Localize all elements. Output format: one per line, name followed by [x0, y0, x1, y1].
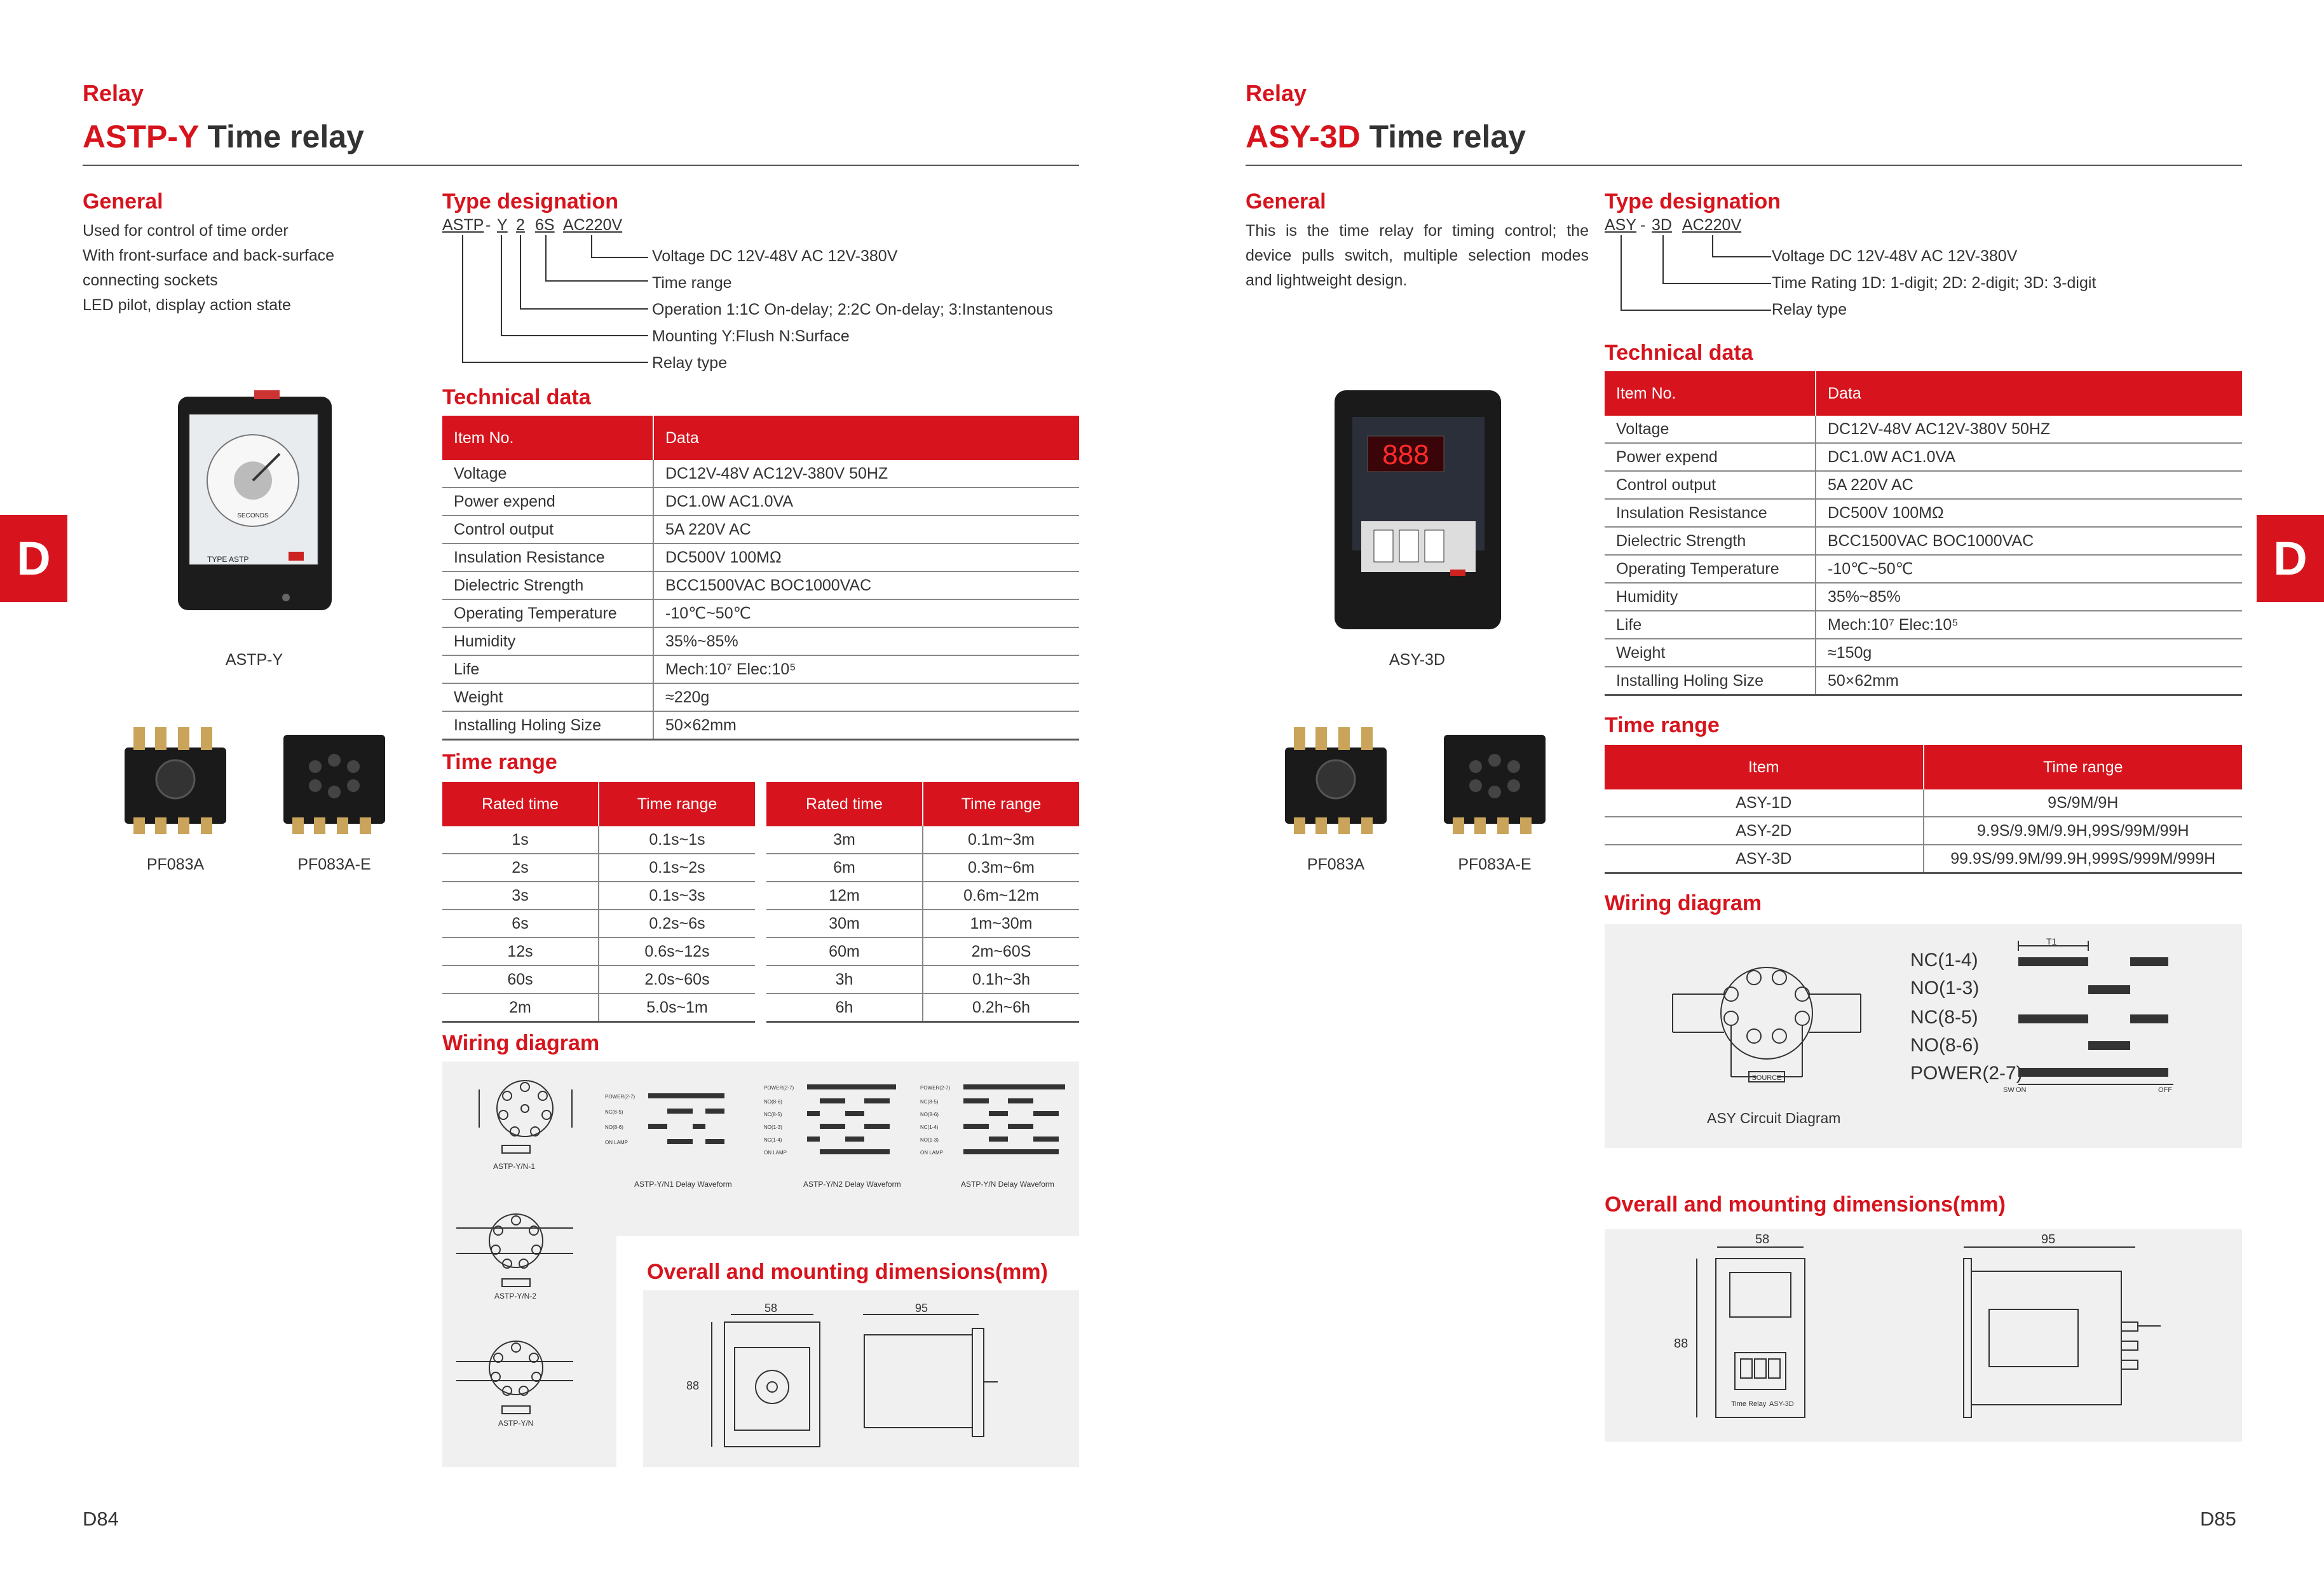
table-row [766, 938, 1079, 966]
table-row [442, 627, 1079, 655]
table-row [1605, 611, 2242, 639]
table-row [766, 966, 1079, 993]
code-part: ASTP [442, 216, 484, 234]
left-type-label: Mounting Y:Flush N:Surface [652, 327, 850, 345]
signal-label: NC(8-5) [1910, 1007, 1978, 1028]
svg-text:POWER(2-7): POWER(2-7) [605, 1094, 635, 1100]
left-type-heading: Type designation [442, 189, 619, 214]
table-header-row [442, 782, 755, 826]
table-cell: Weight [442, 683, 653, 711]
table-row [442, 543, 1079, 571]
right-page-number: D85 [2200, 1508, 2236, 1530]
face-model: ASY-3D [1769, 1400, 1794, 1408]
svg-text:NO(8-6): NO(8-6) [920, 1112, 939, 1117]
left-technical-heading: Technical data [442, 385, 591, 409]
table-header: Data [653, 416, 1079, 460]
waveform-caption: ASTP-Y/N2 Delay Waveform [803, 1180, 901, 1189]
dim-width: 58 [764, 1303, 778, 1314]
left-time-range-table-2 [766, 782, 1079, 1023]
right-type-label: Voltage DC 12V-48V AC 12V-380V [1772, 247, 2018, 265]
table-cell: 2.0s~60s [599, 966, 755, 993]
right-time-range-heading: Time range [1605, 713, 1720, 737]
table-row [442, 460, 1079, 488]
table-cell: -10℃~50℃ [1816, 555, 2242, 583]
table-cell: 0.1s~3s [599, 882, 755, 910]
table-cell: BCC1500VAC BOC1000VAC [653, 571, 1079, 599]
signal-label: NC(1-4) [1910, 950, 1978, 971]
table-cell: Life [1605, 611, 1816, 639]
table-cell: 3m [766, 826, 923, 854]
table-cell: 35%~85% [1816, 583, 2242, 611]
table-header-row [1605, 745, 2242, 789]
right-category: Relay [1246, 80, 1307, 106]
table-cell: 12s [442, 938, 599, 966]
svg-text:NC(8-5): NC(8-5) [764, 1112, 782, 1117]
table-cell: Installing Holing Size [1605, 667, 1816, 695]
table-cell: DC1.0W AC1.0VA [653, 488, 1079, 515]
table-cell: 0.3m~6m [923, 854, 1079, 882]
left-title-rule [83, 165, 1079, 166]
waveform-diagram-1 [604, 1070, 737, 1172]
svg-text:NO(1-3): NO(1-3) [920, 1137, 939, 1143]
waveform-diagram-2 [763, 1065, 902, 1173]
left-type-label: Voltage DC 12V-48V AC 12V-380V [652, 247, 898, 265]
svg-text:ON LAMP: ON LAMP [605, 1140, 629, 1145]
table-cell: 2m [442, 993, 599, 1022]
dim-depth: 95 [2041, 1233, 2056, 1246]
table-cell: Mech:10⁷ Elec:10⁵ [653, 655, 1079, 683]
code-part: AC220V [1682, 216, 1742, 234]
astp-y-product-image [172, 390, 338, 619]
table-cell: 99.9S/99.9M/99.9H,999S/999M/999H [1924, 845, 2243, 873]
socket-image-pf083a-e [1437, 722, 1552, 836]
code-part: AC220V [563, 216, 623, 234]
socket-caption: PF083A [1307, 856, 1365, 873]
table-cell: 30m [766, 910, 923, 938]
right-general-text: This is the time relay for timing control; the device pulls switch, multiple selection modes and lightweight design. [1246, 222, 1589, 289]
table-row [442, 910, 755, 938]
svg-text:POWER(2-7): POWER(2-7) [764, 1085, 794, 1091]
table-row [442, 655, 1079, 683]
table-row [766, 826, 1079, 854]
table-header-row [442, 416, 1079, 460]
right-model-name: ASY-3D [1246, 119, 1361, 154]
table-row [442, 571, 1079, 599]
signal-label: POWER(2-7) [1910, 1063, 2023, 1084]
svg-text:888: 888 [1382, 439, 1429, 470]
left-general-line: With front-surface and back-surface [83, 247, 334, 264]
asy-circuit-caption: ASY Circuit Diagram [1707, 1110, 1841, 1126]
table-cell: 2s [442, 854, 599, 882]
right-type-label: Relay type [1772, 301, 1847, 318]
svg-text:NO(1-3): NO(1-3) [764, 1124, 782, 1130]
table-cell: Weight [1605, 639, 1816, 667]
source-label: SOURCE [1751, 1074, 1782, 1082]
right-time-range-table [1605, 745, 2242, 874]
wiring-caption: ASTP-Y/N [498, 1419, 534, 1428]
table-row [1605, 443, 2242, 471]
table-cell: 0.6s~12s [599, 938, 755, 966]
table-row [1605, 667, 2242, 695]
on-label: ON [2016, 1086, 2027, 1094]
table-cell: 50×62mm [1816, 667, 2242, 695]
table-header-row [766, 782, 1079, 826]
asy-3d-caption: ASY-3D [1389, 651, 1445, 669]
table-cell: Life [442, 655, 653, 683]
right-technical-table [1605, 371, 2242, 696]
table-row [442, 599, 1079, 627]
signal-label: NO(1-3) [1910, 978, 1980, 999]
table-cell: Insulation Resistance [442, 543, 653, 571]
t1-label: T1 [2046, 936, 2057, 946]
waveform-caption: ASTP-Y/N Delay Waveform [961, 1180, 1054, 1189]
table-cell: 9.9S/9.9M/9.9H,99S/99M/99H [1924, 817, 2243, 845]
left-category: Relay [83, 80, 144, 106]
table-cell: Dielectric Strength [442, 571, 653, 599]
dim-depth: 95 [915, 1303, 928, 1314]
left-title-suffix: Time relay [207, 119, 364, 154]
left-dimension-drawing [674, 1303, 1068, 1456]
table-cell: Dielectric Strength [1605, 527, 1816, 555]
dim-width: 58 [1755, 1233, 1770, 1246]
table-row [1605, 583, 2242, 611]
table-row [766, 993, 1079, 1022]
table-cell: BCC1500VAC BOC1000VAC [1816, 527, 2242, 555]
table-row [766, 854, 1079, 882]
table-cell: Mech:10⁷ Elec:10⁵ [1816, 611, 2242, 639]
table-cell: 6m [766, 854, 923, 882]
waveform-diagram-3 [919, 1065, 1071, 1173]
table-row [1605, 639, 2242, 667]
table-cell: 1s [442, 826, 599, 854]
table-cell: DC12V-48V AC12V-380V 50HZ [1816, 416, 2242, 443]
right-wiring-heading: Wiring diagram [1605, 891, 1762, 915]
left-page-title [83, 118, 364, 155]
wiring-circuit-diagram [477, 1070, 591, 1159]
table-row [442, 711, 1079, 740]
table-header: Time range [599, 782, 755, 826]
wiring-circuit-diagram-2 [452, 1203, 580, 1298]
table-row [442, 938, 755, 966]
asy-timing-diagram [1906, 936, 2180, 1095]
table-cell: DC500V 100MΩ [653, 543, 1079, 571]
table-cell: Voltage [442, 460, 653, 488]
left-type-label: Time range [652, 274, 732, 292]
right-type-leader-lines [1605, 234, 1776, 317]
socket-image-pf083a [118, 722, 233, 836]
asy-3d-product-image [1329, 385, 1507, 633]
table-cell: Humidity [1605, 583, 1816, 611]
socket-caption: PF083A-E [1458, 856, 1532, 873]
svg-text:NO(8-6): NO(8-6) [764, 1099, 782, 1105]
table-cell: 0.1m~3m [923, 826, 1079, 854]
table-row [766, 910, 1079, 938]
table-cell: Control output [1605, 471, 1816, 499]
table-cell: 35%~85% [653, 627, 1079, 655]
dim-height: 88 [686, 1379, 700, 1392]
svg-text:SECONDS: SECONDS [237, 512, 269, 519]
code-part: Y [497, 216, 508, 234]
svg-text:TYPE ASTP: TYPE ASTP [207, 555, 249, 564]
table-cell: 5A 220V AC [653, 515, 1079, 543]
table-row [1605, 555, 2242, 583]
left-model-name: ASTP-Y [83, 119, 199, 154]
svg-text:NC(8-5): NC(8-5) [920, 1099, 939, 1105]
socket-caption: PF083A-E [297, 856, 371, 873]
table-cell: Installing Holing Size [442, 711, 653, 740]
table-cell: 0.1s~1s [599, 826, 755, 854]
socket-image-pf083a-e [277, 722, 391, 836]
wiring-caption: ASTP-Y/N-2 [494, 1292, 537, 1301]
table-header: Time range [1924, 745, 2243, 789]
table-row [442, 515, 1079, 543]
svg-text:ON LAMP: ON LAMP [764, 1150, 787, 1156]
table-cell: 60s [442, 966, 599, 993]
table-cell: Power expend [442, 488, 653, 515]
table-header: Data [1816, 371, 2242, 416]
table-row [1605, 471, 2242, 499]
table-header: Rated time [766, 782, 923, 826]
left-general-line: LED pilot, display action state [83, 296, 291, 314]
svg-text:NO(8-6): NO(8-6) [605, 1124, 623, 1130]
left-type-leader-lines [442, 234, 658, 367]
table-cell: Voltage [1605, 416, 1816, 443]
signal-label: NO(8-6) [1910, 1035, 1980, 1056]
code-part: - [486, 216, 491, 234]
left-general-line: Used for control of time order [83, 222, 289, 240]
svg-text:NC(1-4): NC(1-4) [764, 1137, 782, 1143]
table-row [442, 488, 1079, 515]
table-cell: ASY-3D [1605, 845, 1924, 873]
table-cell: -10℃~50℃ [653, 599, 1079, 627]
table-row [442, 854, 755, 882]
table-row [1605, 789, 2242, 817]
left-general-heading: General [83, 189, 163, 214]
right-title-suffix: Time relay [1369, 119, 1526, 154]
table-cell: Power expend [1605, 443, 1816, 471]
left-general-text [83, 219, 375, 318]
table-cell: 50×62mm [653, 711, 1079, 740]
code-part: 6S [535, 216, 555, 234]
left-section-tab: D [0, 515, 67, 602]
table-row [442, 683, 1079, 711]
table-cell: Control output [442, 515, 653, 543]
right-technical-heading: Technical data [1605, 341, 1753, 365]
table-row [442, 993, 755, 1022]
table-row [442, 882, 755, 910]
table-cell: ≈150g [1816, 639, 2242, 667]
left-type-label: Operation 1:1C On-delay; 2:2C On-delay; 3:Instantenous [652, 301, 1053, 318]
table-cell: 2m~60S [923, 938, 1079, 966]
table-header: Item No. [1605, 371, 1816, 416]
table-cell: DC1.0W AC1.0VA [1816, 443, 2242, 471]
right-dimensions-heading: Overall and mounting dimensions(mm) [1605, 1192, 2006, 1217]
table-row [1605, 817, 2242, 845]
sw-label: SW [2003, 1086, 2015, 1094]
code-part: 2 [516, 216, 525, 234]
table-cell: Insulation Resistance [1605, 499, 1816, 527]
table-cell: 0.6m~12m [923, 882, 1079, 910]
right-title-rule [1246, 165, 2242, 166]
table-cell: 6h [766, 993, 923, 1022]
left-technical-table [442, 416, 1079, 741]
right-dimension-drawing [1652, 1233, 2212, 1437]
svg-text:POWER(2-7): POWER(2-7) [920, 1085, 951, 1091]
table-cell: 60m [766, 938, 923, 966]
table-cell: ≈220g [653, 683, 1079, 711]
table-cell: 0.2h~6h [923, 993, 1079, 1022]
asy-circuit-diagram [1665, 950, 1875, 1096]
right-type-label: Time Rating 1D: 1-digit; 2D: 2-digit; 3D: 3-digit [1772, 274, 2096, 292]
table-cell: Operating Temperature [442, 599, 653, 627]
table-cell: 3s [442, 882, 599, 910]
svg-text:NC(8-5): NC(8-5) [605, 1109, 623, 1115]
face-label: Time Relay [1731, 1400, 1767, 1408]
table-cell: ASY-2D [1605, 817, 1924, 845]
right-page-title [1246, 118, 1526, 155]
table-header: Rated time [442, 782, 599, 826]
table-cell: 0.2s~6s [599, 910, 755, 938]
table-cell: 0.1s~2s [599, 854, 755, 882]
svg-text:ON LAMP: ON LAMP [920, 1150, 944, 1156]
right-section-tab: D [2257, 515, 2324, 602]
table-header: Item No. [442, 416, 653, 460]
table-cell: ASY-1D [1605, 789, 1924, 817]
table-cell: 5.0s~1m [599, 993, 755, 1022]
table-row [766, 882, 1079, 910]
left-page-number: D84 [83, 1508, 119, 1530]
table-cell: 0.1h~3h [923, 966, 1079, 993]
right-general-heading: General [1246, 189, 1326, 214]
table-row [1605, 527, 2242, 555]
left-wiring-heading: Wiring diagram [442, 1031, 600, 1055]
table-cell: 5A 220V AC [1816, 471, 2242, 499]
table-cell: DC500V 100MΩ [1816, 499, 2242, 527]
table-cell: 6s [442, 910, 599, 938]
waveform-caption: ASTP-Y/N1 Delay Waveform [634, 1180, 732, 1189]
table-cell: 1m~30m [923, 910, 1079, 938]
left-general-line: connecting sockets [83, 271, 218, 289]
wiring-caption: ASTP-Y/N-1 [493, 1162, 536, 1171]
socket-caption: PF083A [146, 856, 205, 873]
code-part: ASY [1605, 216, 1637, 234]
socket-image-pf083a [1279, 722, 1393, 836]
left-type-label: Relay type [652, 354, 728, 372]
table-cell: 12m [766, 882, 923, 910]
off-label: OFF [2158, 1086, 2172, 1094]
left-time-range-table-1 [442, 782, 755, 1023]
table-header: Item [1605, 745, 1924, 789]
code-part: - [1640, 216, 1646, 234]
astp-y-caption: ASTP-Y [225, 651, 283, 669]
table-cell: Humidity [442, 627, 653, 655]
table-cell: DC12V-48V AC12V-380V 50HZ [653, 460, 1079, 488]
table-cell: 3h [766, 966, 923, 993]
left-dimensions-heading: Overall and mounting dimensions(mm) [647, 1260, 1048, 1284]
table-row [1605, 499, 2242, 527]
table-row [1605, 416, 2242, 443]
code-part: 3D [1652, 216, 1672, 234]
table-row [442, 966, 755, 993]
table-header-row [1605, 371, 2242, 416]
svg-text:NC(1-4): NC(1-4) [920, 1124, 939, 1130]
table-cell: 9S/9M/9H [1924, 789, 2243, 817]
dim-height: 88 [1674, 1337, 1689, 1351]
table-header: Time range [923, 782, 1079, 826]
right-type-heading: Type designation [1605, 189, 1781, 214]
table-row [1605, 845, 2242, 873]
left-time-range-heading: Time range [442, 750, 557, 774]
wiring-circuit-diagram-3 [452, 1330, 580, 1425]
table-row [442, 826, 755, 854]
table-cell: Operating Temperature [1605, 555, 1816, 583]
